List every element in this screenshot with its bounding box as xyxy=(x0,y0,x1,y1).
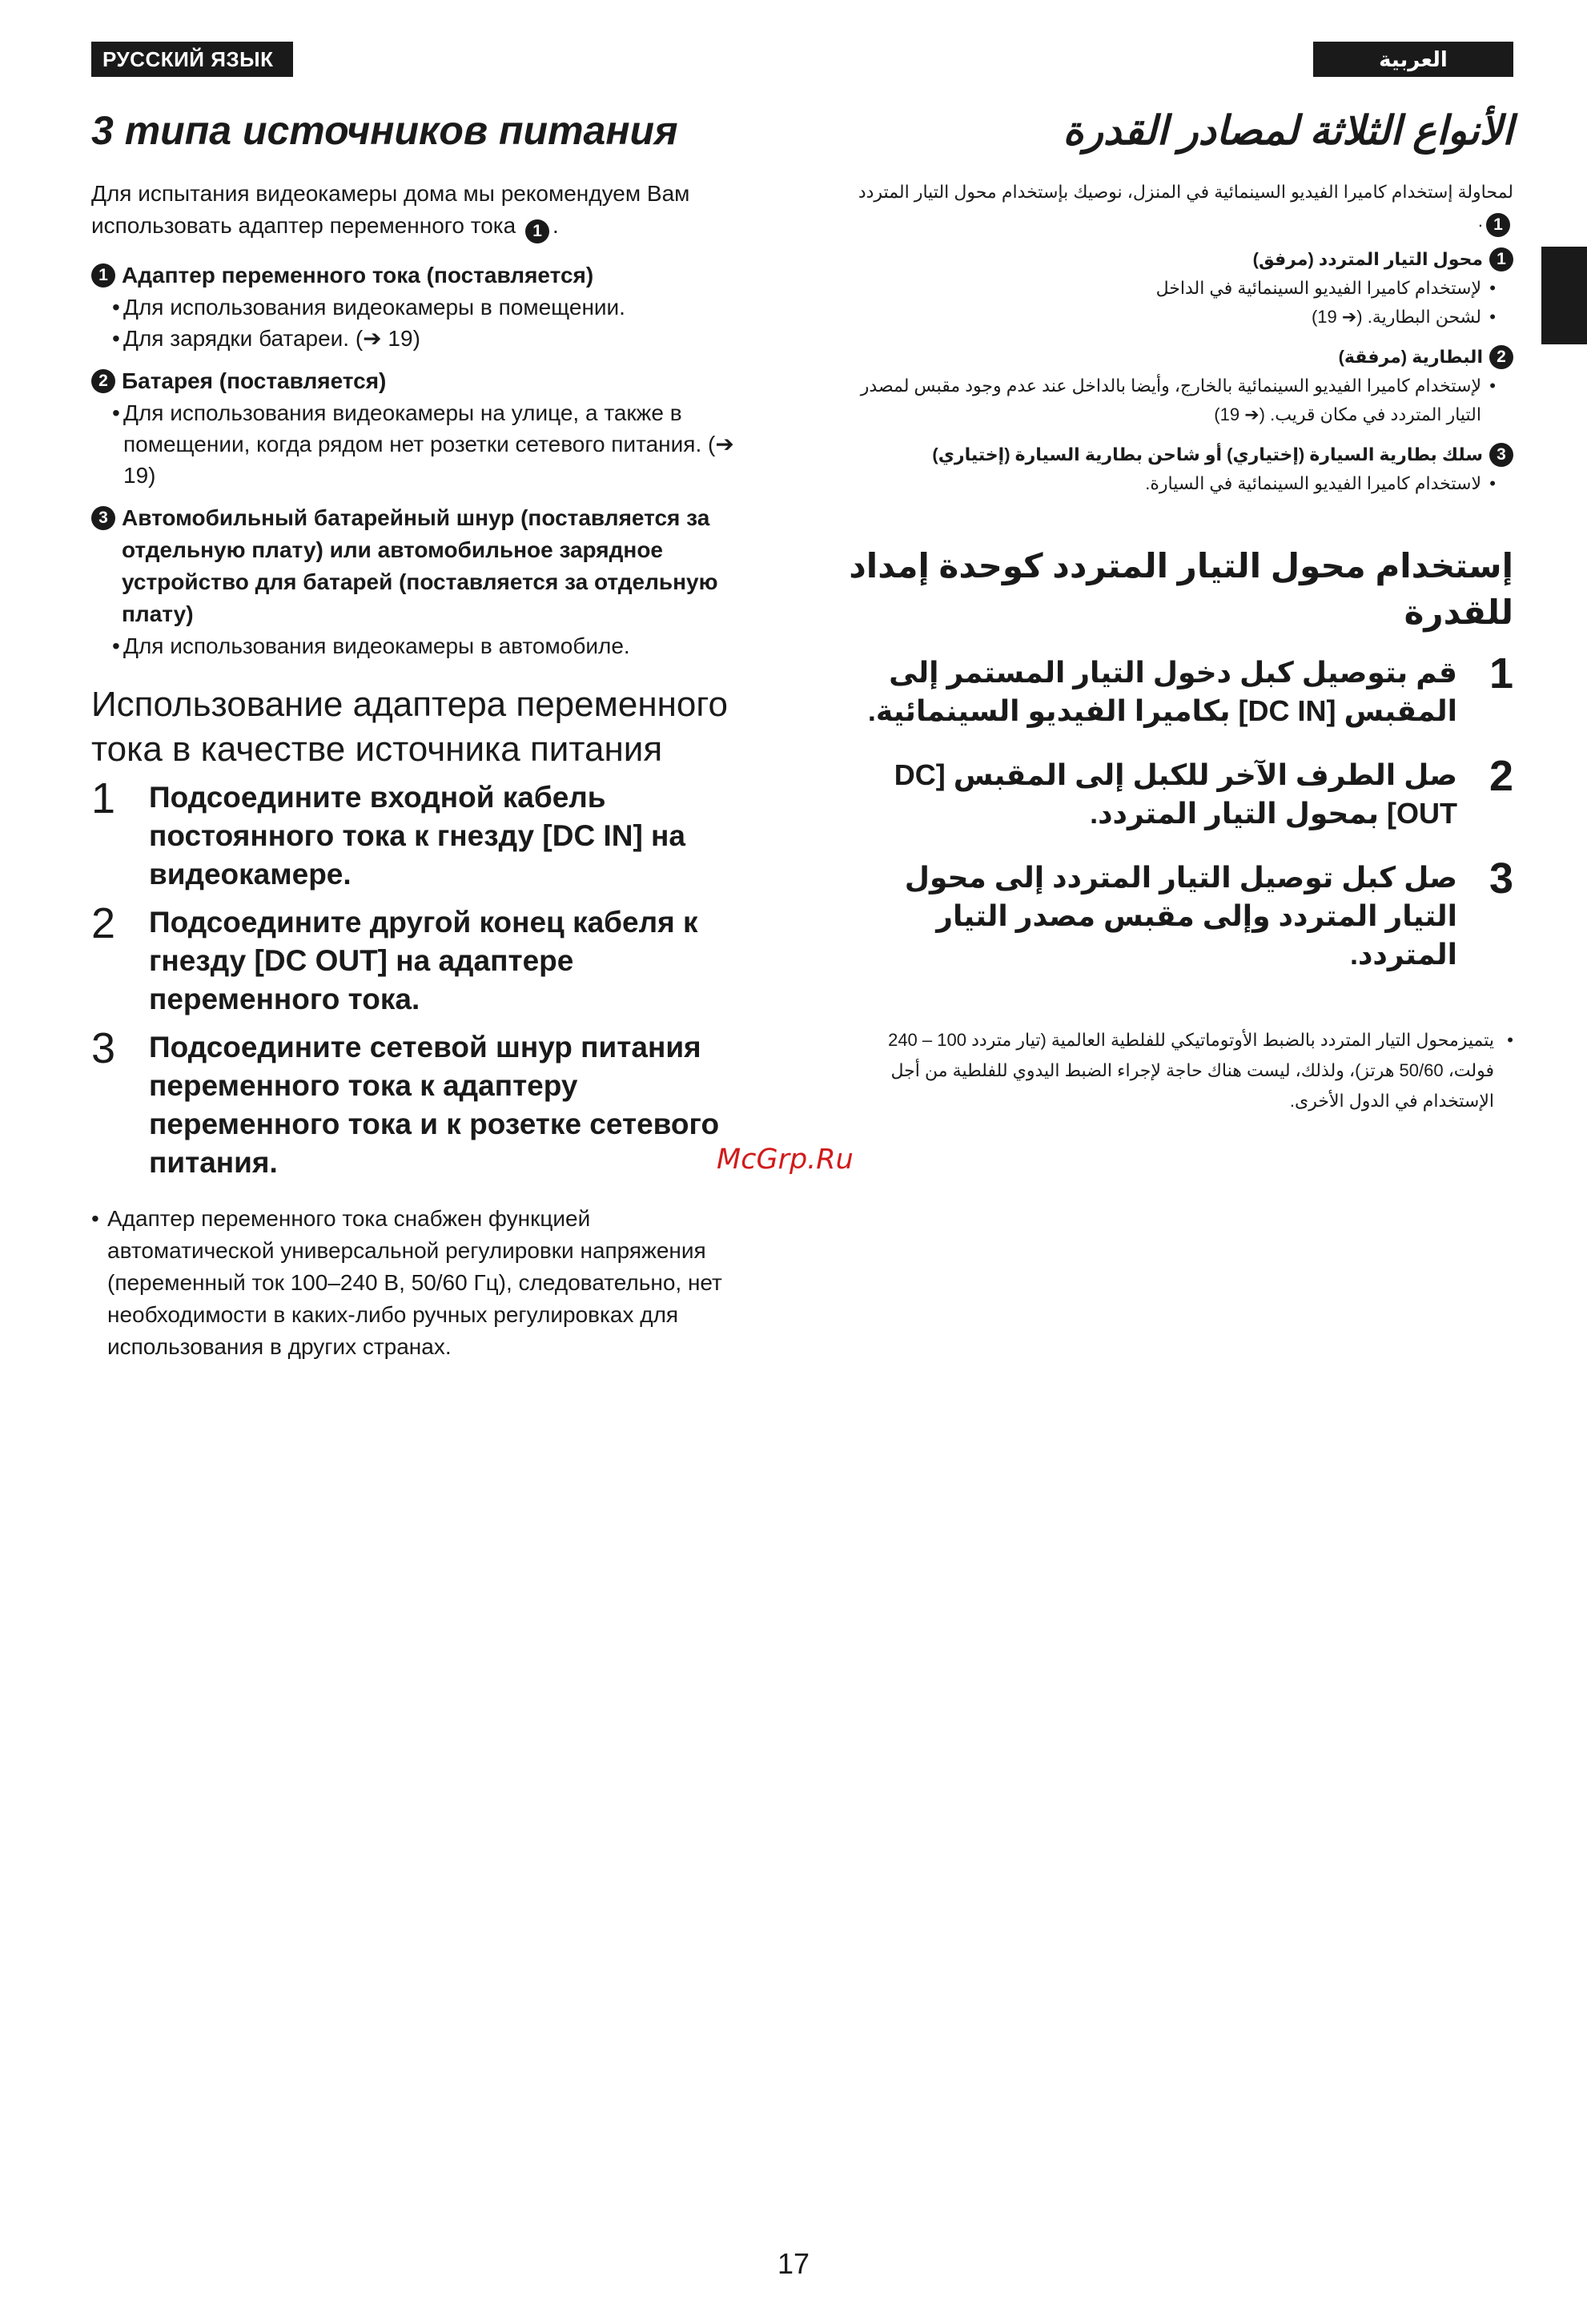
ar-note: • يتميزمحول التيار المتردد بالضبط الأوتوماتيكي للفلطية العالمية (تيار متردد 100 – 240 فولت، 50/60 هرتز)، ولذلك، ليست هناك حاجة لإجراء الضبط اليدوي للفلطية من أجل الإستخدام في الدول الأخرى. xyxy=(849,1025,1513,1116)
number-1-icon: 1 xyxy=(1489,247,1513,271)
language-tab-russian: РУССКИЙ ЯЗЫК xyxy=(91,42,293,77)
ar-source-title: البطارية (مرفقة) xyxy=(1338,347,1483,367)
ru-step-number: 2 xyxy=(91,899,116,947)
ru-source-bullet: • Для использования видеокамеры в автомобиле. xyxy=(91,630,748,661)
ar-source-item xyxy=(849,440,1513,498)
ru-source-bullet: • Для использования видеокамеры в помещении. xyxy=(91,292,748,323)
ru-note: • Адаптер переменного тока снабжен функцией автоматической универсальной регулировки напряжения (переменный ток 100–240 В, 50/60 Гц), следовательно, нет необходимости в каких-либо ручных регулировках для использования в других странах. xyxy=(91,1203,748,1363)
ar-step-number: 2 xyxy=(1489,752,1513,800)
ru-step-number: 1 xyxy=(91,774,116,822)
ar-source-bullet: • لاستخدام كاميرا الفيديو السينمائية في السيارة. xyxy=(849,469,1513,498)
ar-intro: لمحاولة إستخدام كاميرا الفيديو السينمائية في المنزل، نوصيك بإستخدام محول التيار المتردد 1. xyxy=(849,178,1513,237)
ru-source-item xyxy=(91,502,748,661)
ar-step-number: 3 xyxy=(1489,854,1513,903)
ru-section-title: Использование адаптера переменного тока в качестве источника питания xyxy=(91,685,728,769)
ru-intro: Для испытания видеокамеры дома мы рекомендуем Вам использовать адаптер переменного тока 1 . xyxy=(91,178,748,243)
number-1-icon: 1 xyxy=(91,263,115,287)
ar-step-text: قم بتوصيل كبل دخول التيار المستمر إلى المقبس [DC IN] بكاميرا الفيديو السينمائية. xyxy=(867,656,1457,727)
ar-source-item xyxy=(849,245,1513,332)
ru-step xyxy=(91,1024,748,1182)
watermark-link[interactable]: McGrp.Ru xyxy=(717,1144,854,1176)
ar-source-bullet: • لشحن البطارية. (➔ 19) xyxy=(849,303,1513,332)
section-edge-marker xyxy=(1541,247,1587,344)
ar-section-title: إستخدام محول التيار المتردد كوحدة إمداد للقدرة xyxy=(849,547,1513,631)
number-3-icon: 3 xyxy=(1489,443,1513,467)
ar-source-bullet: • لإستخدام كاميرا الفيديو السينمائية في الداخل xyxy=(849,274,1513,303)
ru-step-text: Подсоедините входной кабель постоянного тока к гнезду [DC IN] на видеокамере. xyxy=(149,781,685,891)
language-tab-arabic: العربية xyxy=(1313,42,1513,77)
ar-source-item xyxy=(849,343,1513,429)
ru-intro-text: Для испытания видеокамеры дома мы рекомендуем Вам использовать адаптер переменного тока xyxy=(91,181,690,238)
ar-step-text: صل كبل توصيل التيار المتردد إلى محول التيار المتردد وإلى مقبس مصدر التيار المتردد. xyxy=(904,861,1457,971)
number-2-icon: 2 xyxy=(1489,345,1513,369)
ru-source-item xyxy=(91,259,748,354)
ru-page-title: 3 типа источников питания xyxy=(91,108,678,153)
ru-source-title: Адаптер переменного тока (поставляется) xyxy=(122,263,594,287)
ar-step-number: 1 xyxy=(1489,649,1513,698)
number-1-icon: 1 xyxy=(1486,213,1510,237)
arabic-column xyxy=(849,103,1513,1116)
ru-source-title: Батарея (поставляется) xyxy=(122,368,387,393)
ar-step xyxy=(849,752,1513,833)
ar-source-bullet: • لإستخدام كاميرا الفيديو السينمائية بالخارج، وأيضا بالداخل عند عدم وجود مقبس لمصدر التيار المتردد في مكان قريب. (➔ 19) xyxy=(849,372,1513,429)
ru-source-title: Автомобильный батарейный шнур (поставляется за отдельную плату) или автомобильное зарядное устройство для батарей (поставляется за отдельную плату) xyxy=(122,505,718,626)
ar-step xyxy=(849,854,1513,974)
ar-source-title: سلك بطارية السيارة (إختياري) أو شاحن بطارية السيارة (إختياري) xyxy=(932,444,1483,464)
ru-step xyxy=(91,899,748,1019)
ar-page-title: الأنواع الثلاثة لمصادر القدرة xyxy=(1063,108,1513,153)
ru-source-bullet: • Для использования видеокамеры на улице, а также в помещении, когда рядом нет розетки сетевого питания. (➔ 19) xyxy=(91,397,748,491)
ru-step xyxy=(91,774,748,894)
ar-step-text: صل الطرف الآخر للكبل إلى المقبس [DC OUT] بمحول التيار المتردد. xyxy=(894,758,1457,830)
ru-source-bullet: • Для зарядки батареи. (➔ 19) xyxy=(91,323,748,354)
russian-column xyxy=(91,103,748,1363)
number-3-icon: 3 xyxy=(91,506,115,530)
ru-source-item xyxy=(91,365,748,491)
ru-step-text: Подсоедините сетевой шнур питания переменного тока к адаптеру переменного тока и к розетке сетевого питания. xyxy=(149,1031,720,1179)
ru-step-number: 3 xyxy=(91,1024,116,1072)
number-2-icon: 2 xyxy=(91,369,115,393)
ru-step-text: Подсоедините другой конец кабеля к гнезду [DC OUT] на адаптере переменного тока. xyxy=(149,906,698,1015)
ar-step xyxy=(849,649,1513,730)
page-number: 17 xyxy=(777,2247,810,2280)
ar-source-title: محول التيار المتردد (مرفق) xyxy=(1252,249,1483,269)
number-1-icon: 1 xyxy=(525,219,549,243)
ar-intro-text: لمحاولة إستخدام كاميرا الفيديو السينمائية في المنزل، نوصيك بإستخدام محول التيار المتردد xyxy=(858,182,1513,202)
